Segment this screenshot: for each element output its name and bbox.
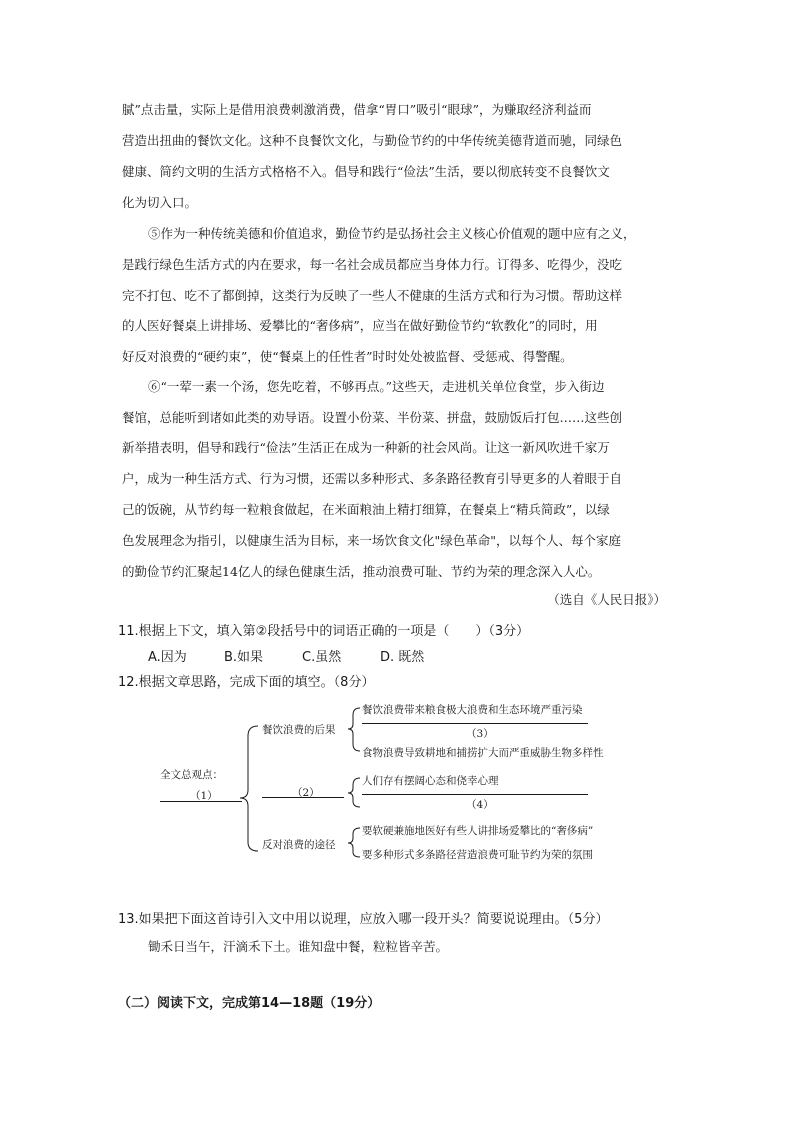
- passage-line: 化为切入口。: [122, 195, 198, 210]
- source-citation: （选自《人民日报》）: [547, 592, 666, 607]
- blank-1-label: （1）: [190, 790, 218, 802]
- blank-3-line[interactable]: [362, 723, 588, 724]
- passage-line: 餐馆，总能听到诸如此类的劝导语。设置小份菜、半份菜、拼盘，鼓励饭后打包……这些创: [122, 410, 623, 425]
- branch1-item2: 食物浪费导致耕地和捕捞扩大而严重威胁生物多样性: [362, 747, 604, 759]
- passage-line: ⑤作为一种传统美德和价值追求，勤俭节约是弘扬社会主义核心价值观的题中应有之义，: [148, 226, 636, 241]
- passage-line: 的人医好餐桌上讲排场、爱攀比的“奢侈病”，应当在做好勤俭节约“软教化”的同时，用: [122, 318, 598, 333]
- blank-2-label: （2）: [292, 787, 320, 799]
- passage-line: ⑥“一荤一素一个汤，您先吃着，不够再点。”这些天，走进机关单位食堂，步入街边: [148, 379, 605, 394]
- option-a: A.因为: [148, 650, 187, 665]
- branch-ways: 反对浪费的途径: [262, 839, 336, 851]
- passage-line: 新举措表明，倡导和践行“俭法”生活正在成为一种新的社会风尚。让这一新风吹进千家万: [122, 440, 610, 455]
- passage-line: 营造出扭曲的餐饮文化。这种不良餐饮文化，与勤俭节约的中华传统美德背道而驰，同绿色: [122, 133, 623, 148]
- root-label: 全文总观点：: [160, 769, 223, 781]
- blank-1-line[interactable]: [160, 801, 242, 802]
- branch2-item1: 人们存有摆阔心态和侥幸心理: [362, 775, 499, 787]
- passage-line: 健康、简约文明的生活方式格格不入。倡导和践行“俭法”生活，要以彻底转变不良餐饮文: [122, 164, 610, 179]
- branch-consequences: 餐饮浪费的后果: [262, 724, 336, 736]
- passage-line: 完不打包、吃不了都倒掉，这类行为反映了一些人不健康的生活方式和行为习惯。帮助这样: [122, 288, 623, 303]
- question-12-stem: 12.根据文章思路，完成下面的填空。（8分）: [118, 675, 375, 690]
- passage-line: 的勤俭节约汇聚起14亿人的绿色健康生活，推动浪费可耻、节约为荣的理念深入人心。: [122, 564, 601, 579]
- passage-line: 腻”点击量，实际上是借用浪费刺激消费，借拿“胃口”吸引“眼球”，为赚取经济利益而: [122, 102, 592, 117]
- branch1-item1: 餐饮浪费带来粮食极大浪费和生态环境严重污染: [362, 704, 583, 716]
- blank-3-label: （3）: [466, 728, 494, 740]
- option-b: B.如果: [224, 650, 264, 665]
- blank-2-line[interactable]: [262, 797, 344, 798]
- branch3-item1: 要软硬兼施地医好有些人讲排场爱攀比的“奢侈病”: [362, 825, 594, 837]
- passage-line: 是践行绿色生活方式的内在要求，每一名社会成员都应当身体力行。订得多、吃得少，没吃: [122, 257, 623, 272]
- option-c: C.虽然: [302, 650, 342, 665]
- blank-4-label: （4）: [466, 799, 494, 811]
- poem: 锄禾日当午，汗滴禾下土。谁知盘中餐，粒粒皆辛苦。: [148, 939, 449, 954]
- passage-line: 己的饭碗，从节约每一粒粮食做起，在米面粮油上精打细算，在餐桌上“精兵简政”，以绿: [122, 502, 610, 517]
- passage-line: 好反对浪费的“硬约束”，使“餐桌上的任性者”时时处处被监督、受惩戒、得警醒。: [122, 349, 573, 364]
- option-d: D. 既然: [380, 650, 425, 665]
- question-13-stem: 13.如果把下面这首诗引入文中用以说理，应放入哪一段开头？简要说说理由。（5分）: [118, 912, 609, 927]
- question-11-stem: 11.根据上下文，填入第②段括号中的词语正确的一项是（ ）（3分）: [118, 624, 530, 639]
- section-heading: （二）阅读下文，完成第14—18题（19分）: [118, 996, 381, 1011]
- passage-line: 户，成为一种生活方式、行为习惯，还需以多种形式、多条路径教育引导更多的人着眼于自: [122, 471, 623, 486]
- passage-line: 色发展理念为指引，以健康生活为目标，来一场饮食文化"绿色革命"，以每个人、每个家庭: [122, 533, 622, 548]
- blank-4-line[interactable]: [362, 794, 588, 795]
- branch3-item2: 要多种形式多条路径营造浪费可耻节约为荣的氛围: [362, 849, 593, 861]
